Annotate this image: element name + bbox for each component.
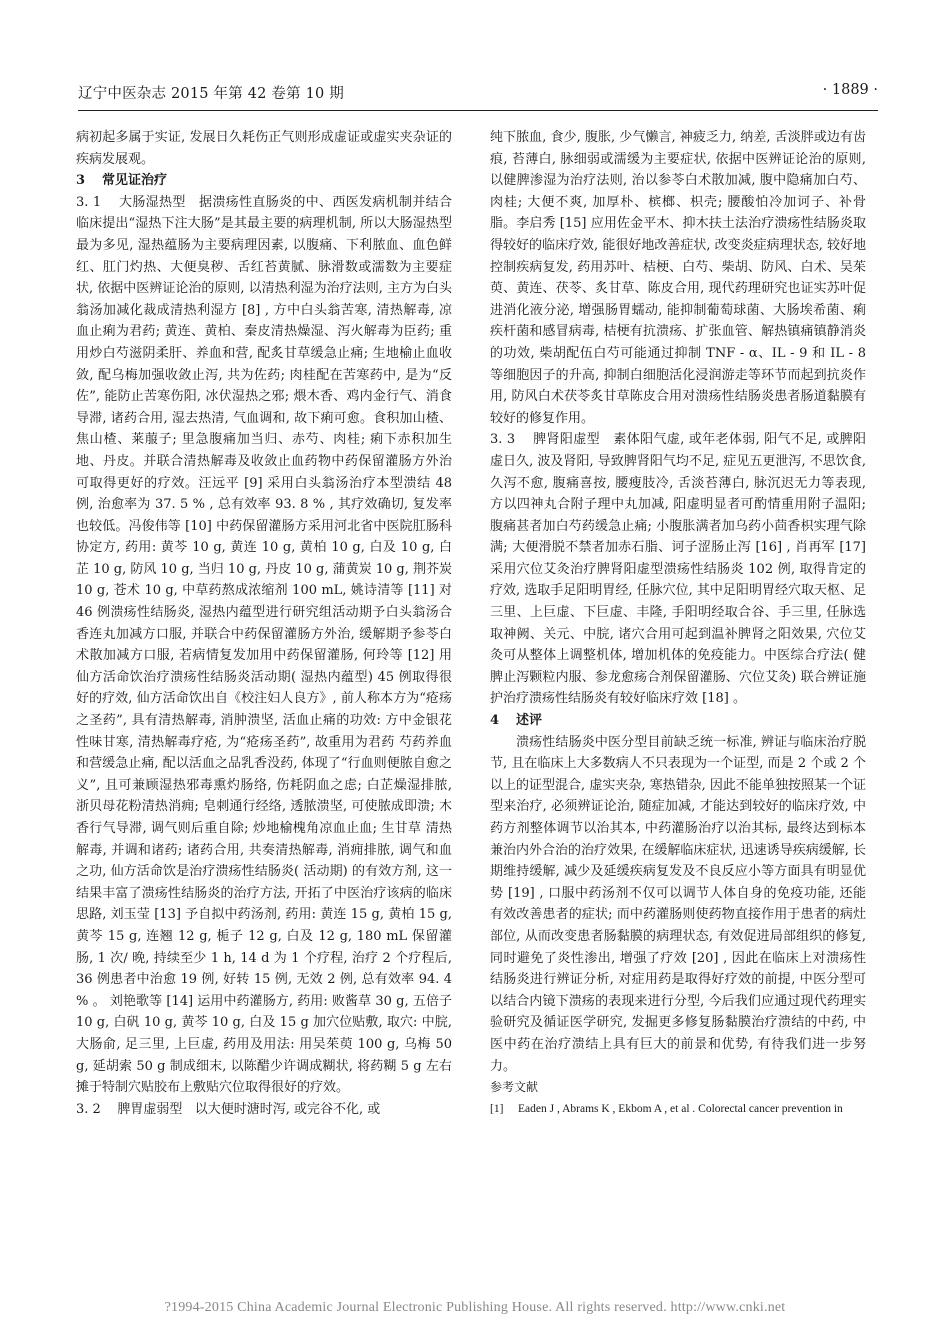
paragraph: 病初起多属于实证, 发展日久耗伤正气则形成虚证或虚实夹杂证的疾病发展观。: [76, 130, 452, 167]
subsection-3-2: [76, 1099, 452, 1121]
reference-text: Eaden J , Abrams K , Ekbom A , et al . Colorectal cancer prevention in: [518, 1102, 843, 1115]
subsection-number: 3. 1: [76, 194, 102, 210]
running-header: [78, 82, 878, 108]
paragraph: 纯下脓血, 食少, 腹胀, 少气懒言, 神疲乏力, 纳差, 舌淡胖或边有齿痕, 苔薄白, 脉细弱或濡缓为主要症状, 依据中医辨证论治的原则, 以健脾渗湿为治疗法则, 治以参苓白术散加减, 腹中隐痛加白芍、肉桂; 大便不爽, 加厚朴、槟榔、枳壳; 腰酸怕冷加诃子、补骨脂。李启秀 [15] 应用佐金平木、抑木扶土法治疗溃疡性结肠炎取得较好的临床疗效, 能很好地改善症状, 改变炎症病理状态, 较好地控制疾病复发, 药用苏叶、桔梗、白芍、柴胡、防风、白术、吴茱萸、黄连、茯苓、炙甘草、陈皮合用, 现代药理研究也证实苏叶促进消化液分泌, 增强肠胃蠕动, 能抑制葡萄球菌、大肠埃希菌、痢疾杆菌和感冒病毒, 桔梗有抗溃疡、扩张血管、解热镇痛镇静消炎的功效, 柴胡配伍白芍可能通过抑制 TNF - α、IL - 9 和 IL - 8 等细胞因子的升高, 抑制白细胞活化浸润游走等环节而起到抗炎作用, 防风白术茯苓炙甘草陈皮合用对溃疡性结肠炎患者肠道黏膜有较好的修复作用。: [490, 130, 866, 426]
reference-item: [490, 1099, 866, 1121]
section-title: 述评: [516, 713, 543, 729]
references-heading: 参考文献: [490, 1080, 539, 1095]
section-number: 4: [490, 713, 500, 729]
subsection-number: 3. 3: [490, 432, 516, 448]
subsection-number: 3. 2: [76, 1101, 101, 1117]
section-title: 常见证治疗: [102, 173, 168, 189]
subsection-text: 据溃疡性直肠炎的中、西医发病机制并结合临床提出“湿热下注大肠”是其最主要的病理机制, 所以大肠湿热型最为多见, 湿热蕴肠为主要病理因素, 以腹痛、下利脓血、血色鲜红、肛门灼热、大便臭秽、舌红苔黄腻、脉滑数或濡数为主要症状, 依据中医辨证论治的原则, 以清热利湿为治疗法则, 主方为白头翁汤加减化裁成清热利湿方 [8] , 方中白头翁苦寒, 清热解毒, 凉血止痢为君药; 黄连、黄柏、秦皮清热燥湿、泻火解毒为臣药; 重用炒白芍滋阴柔肝、养血和营, 配炙甘草缓急止痛; 生地榆止血收敛, 配乌梅加强收敛止泻, 共为佐药; 肉桂配在苦寒药中, 是为“反佐”, 能防止苦寒伤阳, 冰伏湿热之邪; 煨木香、鸡内金行气、消食导滞, 诸药合用, 湿去热清, 气血调和, 故下痢可愈。食积加山楂、焦山楂、莱菔子; 里急腹痛加当归、赤芍、肉桂; 痢下赤积加生地、丹皮。并联合清热解毒及收敛止血药物中药保留灌肠方外治可取得更好的疗效。汪远平 [9] 采用白头翁汤治疗本型溃结 48 例, 治愈率为 37. 5 % , 总有效率 93. 8 % , 其疗效确切, 复发率也较低。冯俊伟等 [10] 中药保留灌肠方采用河北省中医院肛肠科协定方, 药用: 黄芩 10 g, 黄连 10 g, 黄柏 10 g, 白及 10 g, 白芷 10 g, 防风 10 g, 当归 10 g, 丹皮 10 g, 蒲黄炭 10 g, 荆芥炭 10 g, 苍术 10 g, 中草药熬成浓缩剂 100 mL, 姚诗清等 [11] 对 46 例溃疡性结肠炎, 湿热内蕴型进行研究组活动期予白头翁汤合香连丸加减方口服, 并联合中药保留灌肠方外治, 缓解期予参苓白术散加减方口服, 若病情复发加用中药保留灌肠, 何玲等 [12] 用仙方活命饮治疗溃疡性结肠炎活动期( 湿热内蕴型) 45 例取得很好的疗效, 仙方活命饮出自《校注妇人良方》, 前人称本方为“疮疡之圣药”, 具有清热解毒, 消肿溃坚, 活血止痛的功效: 方中金银花性味甘寒, 清热解毒疗疮, 为“疮疡圣药”, 故重用为君药 芍药养血和营缓急止痛, 配以活血之品乳香没药, 体现了“行血则便脓自愈之义”, 且可兼顾湿热邪毒熏灼肠络, 伤耗阴血之虑; 白芷燥湿排脓, 浙贝母花粉清热消痈; 皂刺通行经络, 透脓溃坚, 可使脓成即溃; 木香行气导滞, 调气则后重自除; 炒地榆槐角凉血止血; 生甘草 清热解毒, 并调和诸药; 诸药合用, 共奏清热解毒, 消痈排脓, 调气和血之功, 仙方活命饮是治疗溃疡性结肠炎( 活动期) 的有效方剂, 这一结果丰富了溃疡性结肠炎的治疗方法, 开拓了中医治疗该病的临床思路, 刘玉莹 [13] 予自拟中药汤剂, 药用: 黄连 15 g, 黄柏 15 g, 黄芩 15 g, 连翘 12 g, 栀子 12 g, 白及 12 g, 180 mL 保留灌肠, 1 次/ 晚, 持续至少 1 h, 14 d 为 1 个疗程, 治疗 2 个疗程后, 36 例患者中治愈 19 例, 好转 15 例, 无效 2 例, 总有效率 94. 4 % 。 刘艳歌等 [14] 运用中药灌肠方, 药用: 败酱草 30 g, 五倍子 10 g, 白矾 10 g, 黄芩 10 g, 白及 15 g 加穴位贴敷, 取穴: 中脘, 大肠俞, 足三里, 上巨虚, 药用及用法: 用吴茱萸 100 g, 乌梅 50 g, 延胡索 50 g 制成细末, 以陈醋少许调成糊状, 将药糊 5 g 左右摊于特制穴贴胶布上敷贴穴位取得很好的疗效。: [76, 194, 452, 1096]
subsection-3-3: [490, 429, 866, 710]
header-rule: [78, 110, 878, 111]
section-heading-4: [490, 710, 866, 732]
subsection-title: 大肠湿热型: [119, 194, 186, 210]
subsection-text: 以大便时溏时泻, 或完谷不化, 或: [194, 1101, 381, 1117]
page-number: · 1889 ·: [822, 82, 878, 98]
left-column: [76, 127, 452, 1267]
paragraph: 溃疡性结肠炎中医分型目前缺乏统一标准, 辨证与临床治疗脱节, 且在临床上大多数病人不只表现为一个证型, 而是 2 个或 2 个以上的证型混合, 虚实夹杂, 寒热错杂, 因此不能单独按照某一个证型来治疗, 必须辨证论治, 随症加减, 才能达到较好的临床疗效, 中药方剂整体调节以治其本, 中药灌肠治疗以治其标, 最终达到标本兼治内外合治的治疗效果, 在缓解临床症状, 迅速诱导疾病缓解, 长期维持缓解, 减少及延缓疾病复发及不良反应小等方面具有明显优势 [19] , 口服中药汤剂不仅可以调节人体自身的免疫功能, 还能有效改善患者的症状; 而中药灌肠则使药物直接作用于患者的病灶部位, 从而改变患者肠黏膜的病理状态, 有效促进局部组织的修复, 同时避免了炎性渗出, 增强了疗效 [20] , 因此在临床上对溃疡性结肠炎进行辨证分析, 对症用药是取得好疗效的前提, 中医分型可以结合内镜下溃疡的表现来进行分型, 今后我们应通过现代药理实验研究及循证医学研究, 发掘更多修复肠黏膜治疗溃结的中药, 中医中药在治疗溃结上具有巨大的前景和优势, 有待我们进一步努力。: [490, 734, 866, 1074]
section-heading-3: [76, 170, 452, 192]
subsection-text: 素体阳气虚, 或年老体弱, 阳气不足, 或脾阳虚日久, 波及肾阳, 导致脾肾阳气均不足, 症见五更泄泻, 不思饮食, 久泻不愈, 腹痛喜按, 腰瘦肢冷, 舌淡苔薄白, 脉沉迟无力等表现, 方以四神丸合附子理中丸加减, 阳虚明显者可酌情重用附子温阳; 腹痛甚者加白芍药缓急止痛; 小腹胀满者加乌药小茴香枳实理气除满; 大便滑脱不禁者加赤石脂、诃子涩肠止泻 [16] , 肖再军 [17] 采用穴位艾灸治疗脾肾阳虚型溃疡性结肠炎 102 例, 取得肯定的疗效, 选取手足阳明胃经, 任脉穴位, 其中足阳明胃经穴取天枢、足三里、上巨虚、下巨虚、丰隆, 手阳明经取合谷、手三里, 任脉选取神阙、关元、中脘, 诸穴合用可起到温补脾肾之阳效果, 穴位艾灸可从整体上调整机体, 增加机体的免疫能力。中医综合疗法( 健脾止泻颗粒内服、参龙愈疡合剂保留灌肠、穴位艾灸) 联合辨证施护治疗溃疡性结肠炎有较好临床疗效 [18] 。: [490, 432, 866, 707]
subsection-title: 脾胃虚弱型: [117, 1101, 183, 1117]
subsection-title: 脾肾阳虚型: [533, 432, 600, 448]
right-column: [490, 127, 866, 1287]
journal-citation: 辽宁中医杂志 2015 年第 42 卷第 10 期: [78, 86, 344, 102]
subsection-3-1: [76, 192, 452, 1099]
section-number: 3: [76, 173, 86, 189]
reference-number: [1]: [490, 1102, 504, 1115]
copyright-footer: ?1994-2015 China Academic Journal Electronic Publishing House. All rights reserved. http://www.cnki.net: [164, 1300, 786, 1315]
